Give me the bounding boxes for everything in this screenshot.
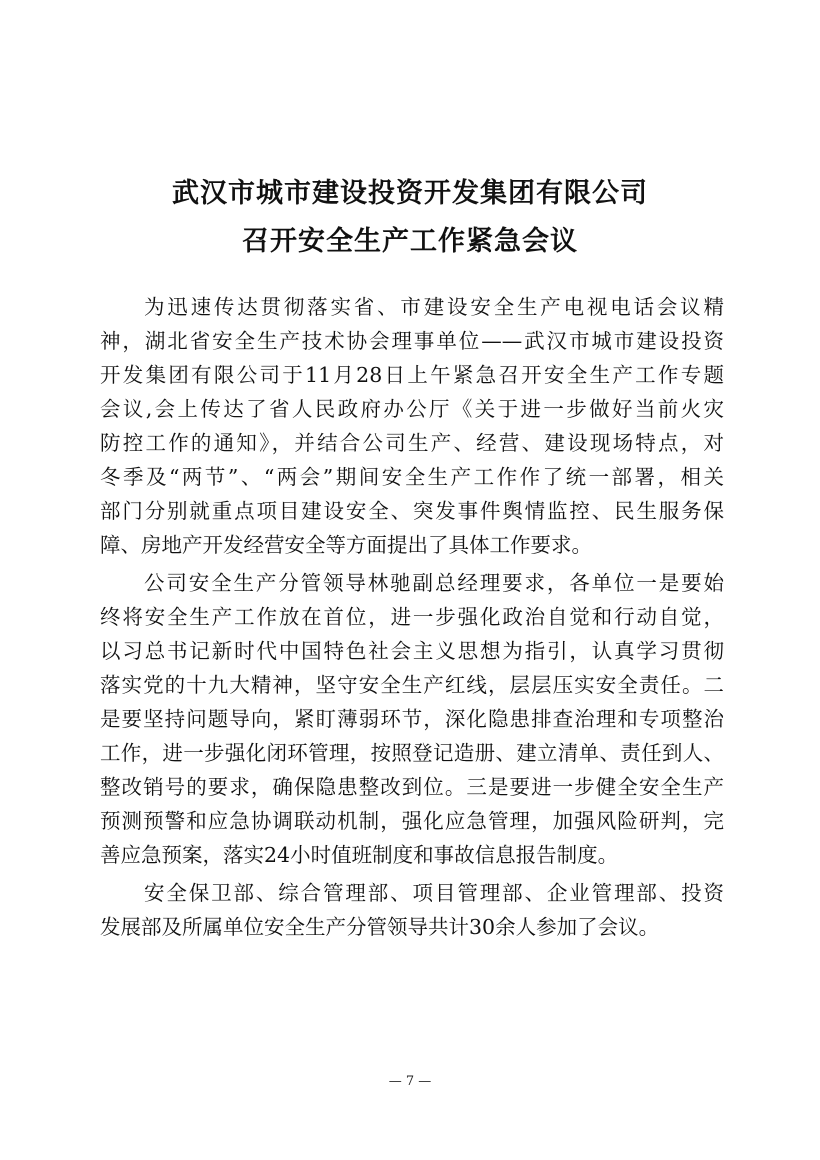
- text-line: 发展部及所属单位安全生产分管领导共计30余人参加了会议。: [100, 915, 660, 939]
- text-line: 障、房地产开发经营安全等方面提出了具体工作要求。: [100, 533, 592, 557]
- paragraph-2: [100, 566, 724, 872]
- text-line: 落实党的十九大精神，坚守安全生产红线，层层压实安全责任。二: [100, 673, 724, 697]
- paragraph-3: [100, 876, 724, 944]
- document-title: [0, 170, 820, 266]
- text-line: 整改销号的要求，确保隐患整改到位。三是要进一步健全安全生产: [100, 775, 724, 799]
- page-number: — 7 —: [388, 1074, 432, 1089]
- text-line: 为迅速传达贯彻落实省、市建设安全生产电视电话会议精: [144, 295, 724, 319]
- text-line: 防控工作的通知》，并结合公司生产、经营、建设现场特点，对: [100, 431, 724, 455]
- text-line: 预测预警和应急协调联动机制，强化应急管理，加强风险研判，完: [100, 809, 724, 833]
- text-line: 以习总书记新时代中国特色社会主义思想为指引，认真学习贯彻: [100, 639, 724, 663]
- text-line: 善应急预案，落实24小时值班制度和事故信息报告制度。: [100, 843, 619, 867]
- text-line: 是要坚持问题导向，紧盯薄弱环节，深化隐患排查治理和专项整治: [100, 707, 724, 731]
- text-line: 工作，进一步强化闭环管理，按照登记造册、建立清单、责任到人、: [100, 741, 724, 765]
- text-line: 会议,会上传达了省人民政府办公厅《关于进一步做好当前火灾: [100, 397, 724, 421]
- paragraph-1: [100, 290, 724, 562]
- text-line: 神，湖北省安全生产技术协会理事单位——武汉市城市建设投资: [100, 329, 724, 353]
- text-line: 部门分别就重点项目建设安全、突发事件舆情监控、民生服务保: [100, 499, 724, 523]
- text-line: 终将安全生产工作放在首位，进一步强化政治自觉和行动自觉，: [100, 605, 724, 629]
- title-line-1: 武汉市城市建设投资开发集团有限公司: [172, 178, 648, 209]
- text-line: 冬季及“两节”、“两会”期间安全生产工作作了统一部署，相关: [100, 465, 724, 489]
- document-body: [100, 290, 724, 944]
- text-line: 安全保卫部、综合管理部、项目管理部、企业管理部、投资: [144, 881, 724, 905]
- text-line: 公司安全生产分管领导林驰副总经理要求，各单位一是要始: [144, 571, 724, 595]
- text-line: 开发集团有限公司于11月28日上午紧急召开安全生产工作专题: [100, 363, 724, 387]
- title-line-2: 召开安全生产工作紧急会议: [242, 226, 578, 257]
